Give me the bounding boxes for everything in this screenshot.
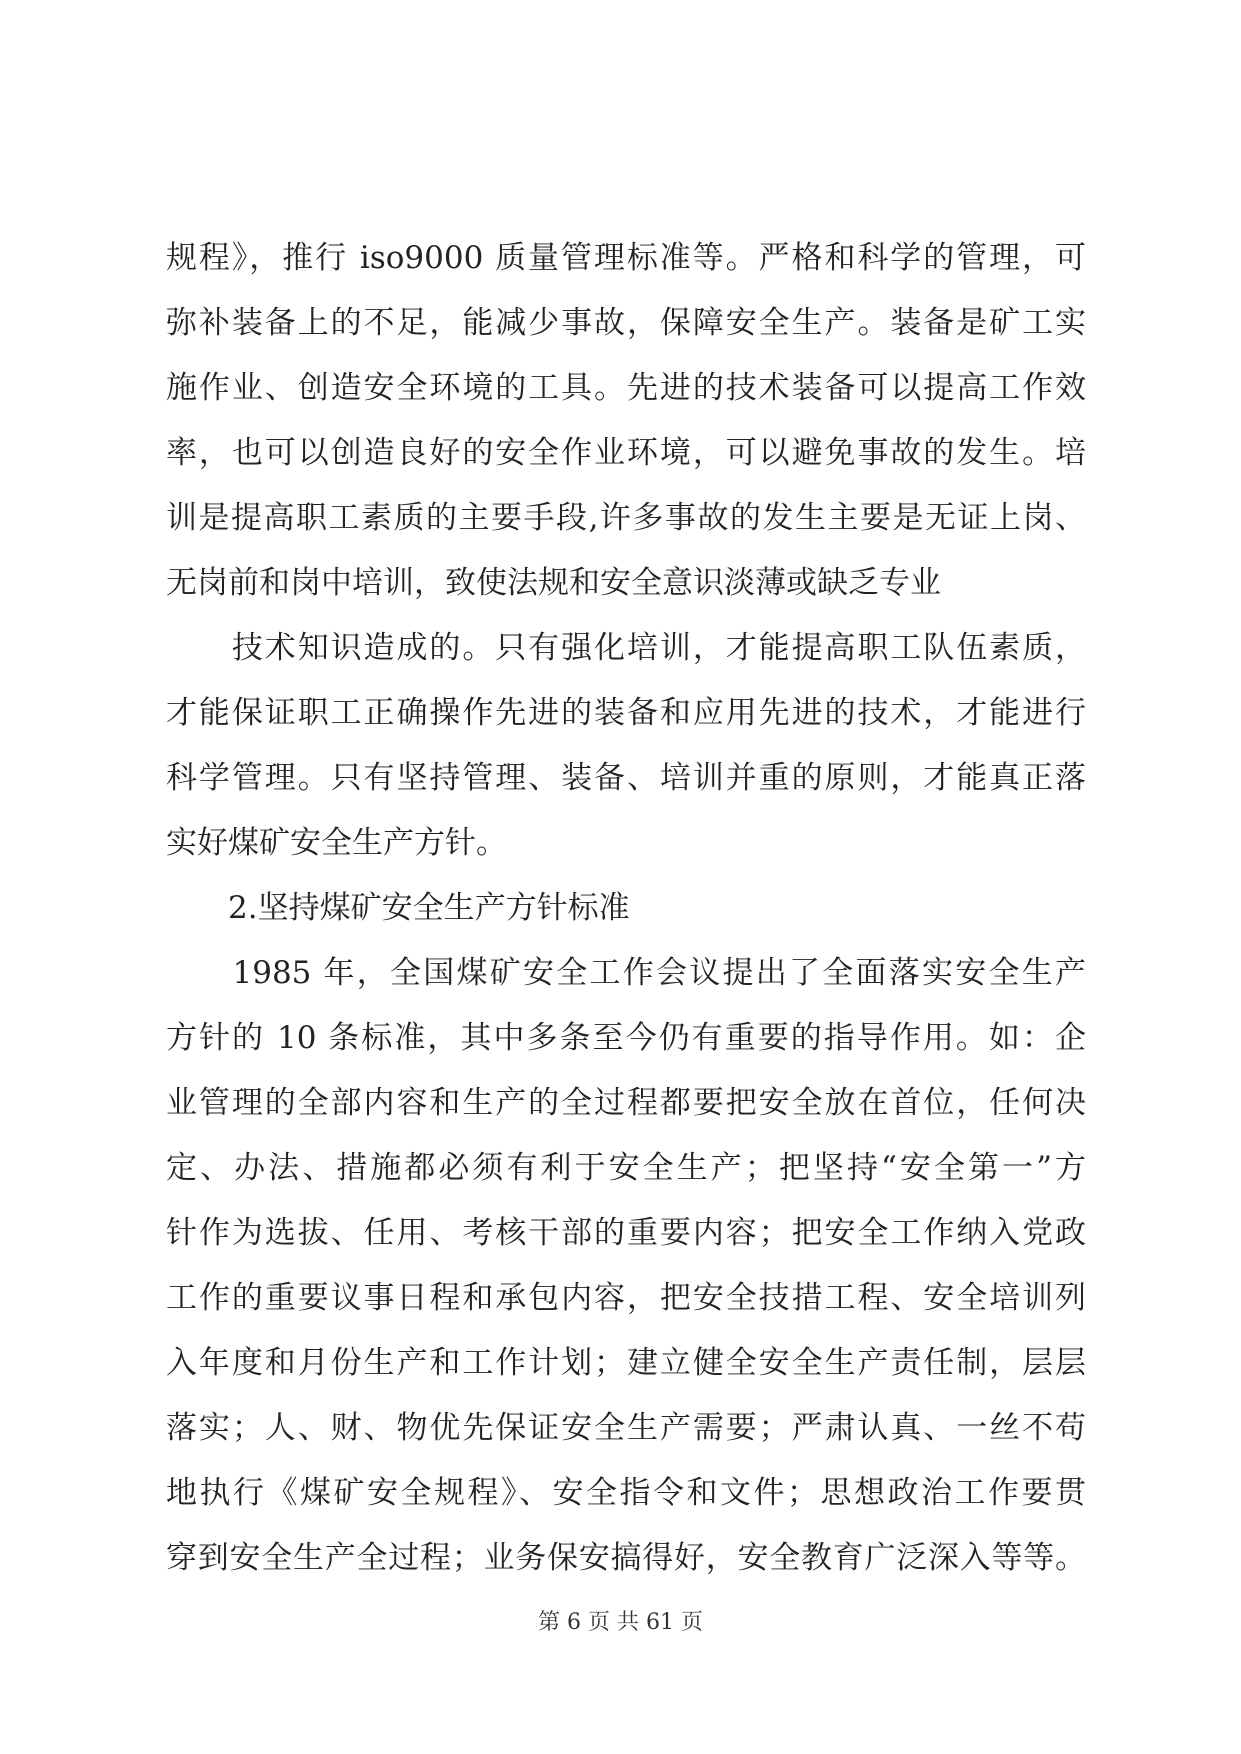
text-line: 定、办法、措施都必须有利于安全生产；把坚持“安全第一”方	[166, 1150, 1086, 1186]
text-line: 科学管理。只有坚持管理、装备、培训并重的原则，才能真正落	[166, 760, 1086, 796]
text-line: 穿到安全生产全过程；业务保安搞得好，安全教育广泛深入等等。	[166, 1540, 1086, 1576]
document-body	[166, 226, 1086, 1591]
text-line: 规程》，推行 iso9000 质量管理标准等。严格和科学的管理，可	[166, 240, 1086, 276]
text-line: 业管理的全部内容和生产的全过程都要把安全放在首位，任何决	[166, 1085, 1086, 1121]
section-heading: 2.坚持煤矿安全生产方针标准	[166, 890, 630, 926]
text-line: 无岗前和岗中培训，致使法规和安全意识淡薄或缺乏专业	[166, 565, 941, 601]
text-line: 入年度和月份生产和工作计划；建立健全安全生产责任制，层层	[166, 1345, 1086, 1381]
text-line: 率，也可以创造良好的安全作业环境，可以避免事故的发生。培	[166, 435, 1086, 471]
text-line: 才能保证职工正确操作先进的装备和应用先进的技术，才能进行	[166, 695, 1086, 731]
text-line: 施作业、创造安全环境的工具。先进的技术装备可以提高工作效	[166, 370, 1086, 406]
text-line: 训是提高职工素质的主要手段,许多事故的发生主要是无证上岗、	[166, 500, 1086, 536]
text-line: 落实；人、财、物优先保证安全生产需要；严肃认真、一丝不苟	[166, 1410, 1086, 1446]
text-line: 技术知识造成的。只有强化培训，才能提高职工队伍素质，	[166, 630, 1086, 666]
text-line: 地执行《煤矿安全规程》、安全指令和文件；思想政治工作要贯	[166, 1475, 1086, 1511]
page-number-footer: 第 6 页 共 61 页	[538, 1610, 703, 1635]
text-line: 针作为选拔、任用、考核干部的重要内容；把安全工作纳入党政	[166, 1215, 1086, 1251]
text-line: 弥补装备上的不足，能减少事故，保障安全生产。装备是矿工实	[166, 305, 1086, 341]
text-line: 1985 年，全国煤矿安全工作会议提出了全面落实安全生产	[166, 955, 1086, 991]
text-line: 工作的重要议事日程和承包内容，把安全技措工程、安全培训列	[166, 1280, 1086, 1316]
text-line: 方针的 10 条标准，其中多条至今仍有重要的指导作用。如：企	[166, 1020, 1086, 1056]
text-line: 实好煤矿安全生产方针。	[166, 825, 507, 861]
